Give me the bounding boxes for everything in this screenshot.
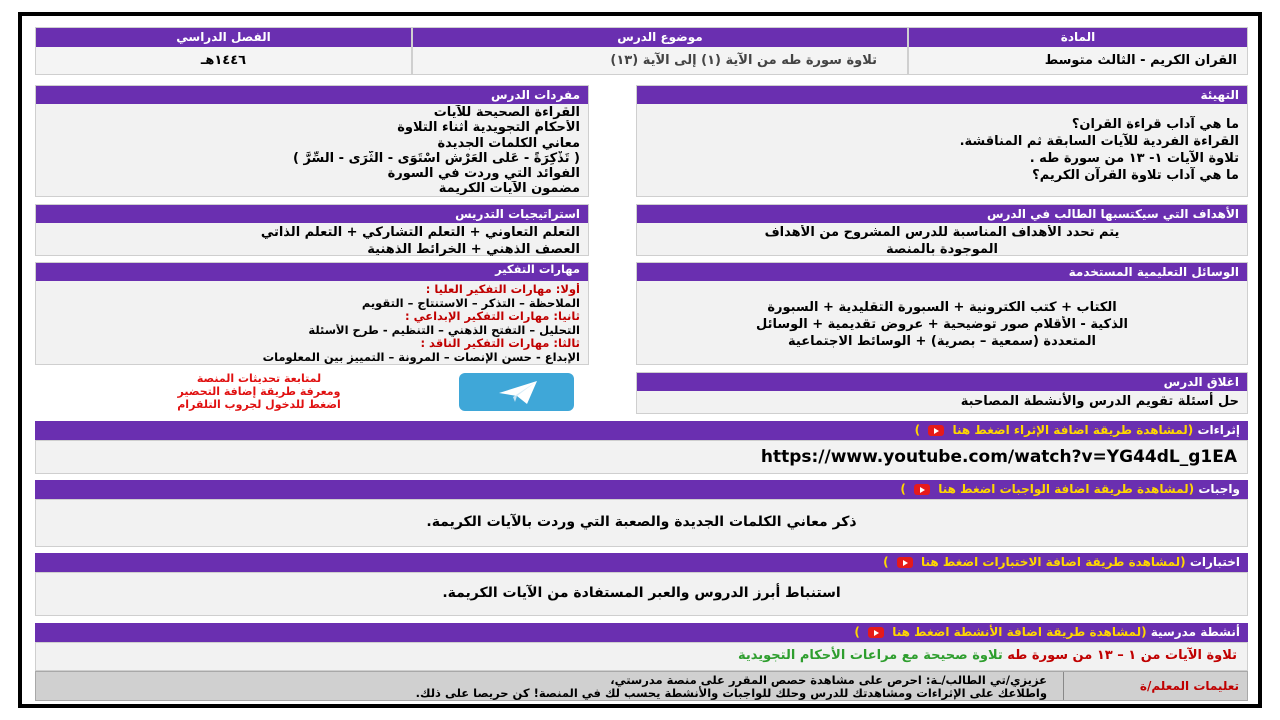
strategy-item: العصف الذهني + الخرائط الذهنية bbox=[367, 241, 580, 257]
thinking-line: التحليل – التفتح الذهني – التنظيم - طرح الأسئلة bbox=[308, 323, 580, 337]
tests-box bbox=[35, 572, 1248, 616]
activities-video-link[interactable]: (لمشاهدة طريقة اضافة الأنشطة اضغط هنا bbox=[892, 625, 1147, 639]
thinking-list bbox=[44, 283, 580, 365]
youtube-icon[interactable] bbox=[868, 627, 884, 638]
telegram-note-line: لمتابعة تحديثات المنصة bbox=[196, 372, 322, 385]
telegram-note[interactable] bbox=[120, 372, 398, 411]
tool-item: المتعددة (سمعية – بصرية) + الوسائط الاجتماعية bbox=[788, 334, 1096, 349]
strategies-title: استراتيجيات التدريس bbox=[36, 205, 588, 223]
activities-text-red: تلاوة الآيات من ١ – ١٣ من سورة طه bbox=[1007, 648, 1237, 663]
footer-divider bbox=[1063, 672, 1064, 700]
tool-item: الذكية - الأقلام صور توضيحية + عروض تقديمية + الوسائل bbox=[756, 317, 1128, 332]
activities-bar bbox=[35, 623, 1248, 642]
closing-text: حل أسئلة تقويم الدرس والأنشطة المصاحبة bbox=[960, 394, 1239, 409]
teacher-instructions bbox=[35, 671, 1248, 701]
tools-title: الوسائل التعليمية المستخدمة bbox=[637, 263, 1247, 281]
warmup-item: ما هي آداب تلاوة القرآن الكريم؟ bbox=[1032, 168, 1239, 183]
vocab-list bbox=[44, 105, 580, 197]
vocab-item: مضمون الآيات الكريمة bbox=[438, 181, 580, 197]
goals-box bbox=[636, 204, 1248, 256]
telegram-note-line: اضغط للدخول لجروب التلقرام bbox=[177, 398, 341, 411]
youtube-icon[interactable] bbox=[897, 557, 913, 568]
thinking-line: الملاحظة – التذكر – الاستنتاج – التقويم bbox=[361, 296, 580, 310]
strategies-list bbox=[44, 225, 580, 258]
enrichment-box bbox=[35, 440, 1248, 474]
enrichment-video-link[interactable]: (لمشاهدة طريقة اضافة الإثراء اضغط هنا bbox=[952, 423, 1194, 437]
homework-box bbox=[35, 499, 1248, 547]
tools-box bbox=[636, 262, 1248, 365]
enrichment-label: إثراءات bbox=[1197, 423, 1240, 437]
thinking-skills-box bbox=[35, 262, 589, 365]
vocab-item: الفوائد التي وردت في السورة bbox=[387, 166, 580, 182]
thinking-heading: ثالثا: مهارات التفكير الناقد : bbox=[420, 337, 580, 351]
instructions-line: عزيزي/تي الطالب/ـة: احرص على مشاهدة حصص المقرر على منصة مدرستي، bbox=[610, 673, 1047, 687]
activities-box bbox=[35, 642, 1248, 671]
goals-list bbox=[645, 225, 1239, 258]
topic-header: موضوع الدرس bbox=[413, 28, 907, 47]
topic-value: تلاوة سورة طه من الآية (١) إلى الآية (١٣) bbox=[610, 53, 877, 68]
tools-list bbox=[645, 299, 1239, 350]
activities-text bbox=[738, 648, 1237, 663]
youtube-icon[interactable] bbox=[914, 484, 930, 495]
tests-text: استنباط أبرز الدروس والعبر المستفادة من الآيات الكريمة. bbox=[442, 585, 841, 601]
closing-box bbox=[636, 372, 1248, 414]
homework-link-close: ) bbox=[900, 482, 906, 496]
vocab-item: الأحكام التجويدية أثناء التلاوة bbox=[397, 120, 580, 136]
warmup-list bbox=[645, 116, 1239, 184]
goal-item: الموجودة بالمنصة bbox=[886, 241, 998, 257]
warmup-item: تلاوة الآيات ١- ١٣ من سورة طه . bbox=[1029, 151, 1239, 166]
term-column bbox=[35, 27, 412, 75]
telegram-note-line: ومعرفة طريقة إضافة التحضير bbox=[177, 385, 341, 398]
activities-label: أنشطة مدرسية bbox=[1150, 625, 1240, 639]
vocab-title: مفردات الدرس bbox=[36, 86, 588, 104]
thinking-title: مهارات التفكير bbox=[36, 263, 588, 281]
thinking-heading: ثانيا: مهارات التفكير الإبداعي : bbox=[405, 310, 580, 324]
homework-label: واجبات bbox=[1198, 482, 1240, 496]
warmup-item: القراءة الفردية للآيات السابقة ثم المناقشة. bbox=[959, 134, 1239, 149]
goal-item: يتم تحدد الأهداف المناسبة للدرس المشروح من الأهداف bbox=[764, 225, 1120, 240]
thinking-heading: أولا: مهارات التفكير العليا : bbox=[425, 283, 580, 296]
instructions-label: تعليمات المعلم/ة bbox=[1139, 679, 1239, 693]
warmup-title: التهيئة bbox=[637, 86, 1247, 104]
enrichment-url[interactable]: https://www.youtube.com/watch?v=YG44dL_g1EA bbox=[760, 447, 1237, 467]
activities-text-green: تلاوة صحيحة مع مراعات الأحكام التجويدية bbox=[737, 648, 1003, 663]
subject-value: القران الكريم - الثالث متوسط bbox=[1044, 53, 1237, 68]
tests-link-close: ) bbox=[883, 555, 889, 569]
activities-link-close: ) bbox=[854, 625, 860, 639]
warmup-item: ما هي آداب قراءة القران؟ bbox=[1071, 117, 1239, 132]
enrichment-link-close: ) bbox=[914, 423, 921, 437]
closing-title: اغلاق الدرس bbox=[637, 373, 1247, 391]
vocab-item: معاني الكلمات الجديدة bbox=[437, 135, 580, 151]
youtube-icon[interactable] bbox=[928, 425, 944, 436]
homework-bar bbox=[35, 480, 1248, 499]
goals-title: الأهداف التي سيكتسبها الطالب في الدرس bbox=[637, 205, 1247, 223]
homework-text: ذكر معاني الكلمات الجديدة والصعبة التي وردت بالآيات الكريمة. bbox=[426, 514, 857, 530]
telegram-icon bbox=[459, 373, 574, 411]
subject-header: المادة bbox=[909, 28, 1247, 47]
enrichment-bar bbox=[35, 421, 1248, 440]
vocab-box bbox=[35, 85, 589, 197]
strategies-box bbox=[35, 204, 589, 256]
warmup-box bbox=[636, 85, 1248, 197]
thinking-line: الإبداع - حسن الإنصات – المرونة – التمييز بين المعلومات bbox=[262, 350, 580, 364]
strategy-item: التعلم التعاوني + التعلم التشاركي + التعلم الذاتي bbox=[260, 225, 580, 240]
telegram-button[interactable] bbox=[459, 373, 574, 411]
tests-bar bbox=[35, 553, 1248, 572]
tests-video-link[interactable]: (لمشاهدة طريقة اضافة الاختبارات اضغط هنا bbox=[921, 555, 1186, 569]
instructions-line: واطلاعك على الإثراءات ومشاهدتك للدرس وحلك للواجبات والأنشطة يحسب لك في المنصة! كن حريصا على ذلك. bbox=[415, 686, 1047, 700]
instructions-message bbox=[416, 674, 1047, 700]
term-value: ١٤٤٦هـ bbox=[200, 53, 247, 68]
tool-item: الكتاب + كتب الكترونية + السبورة التقليدية + السبورة bbox=[767, 300, 1117, 315]
lesson-info-table bbox=[35, 27, 1248, 75]
homework-video-link[interactable]: (لمشاهدة طريقة اضافة الواجبات اضغط هنا bbox=[938, 482, 1195, 496]
subject-column bbox=[908, 27, 1248, 75]
topic-column bbox=[412, 27, 908, 75]
vocab-item: ( تَذْكِرَةً - عَلَى الْعَرْشِ اسْتَوَى - الثَّرَى - السِّرَّ ) bbox=[293, 150, 580, 166]
vocab-item: القراءة الصحيحة للآيات bbox=[433, 105, 580, 120]
term-header: الفصل الدراسي bbox=[36, 28, 411, 47]
tests-label: اختبارات bbox=[1189, 555, 1240, 569]
